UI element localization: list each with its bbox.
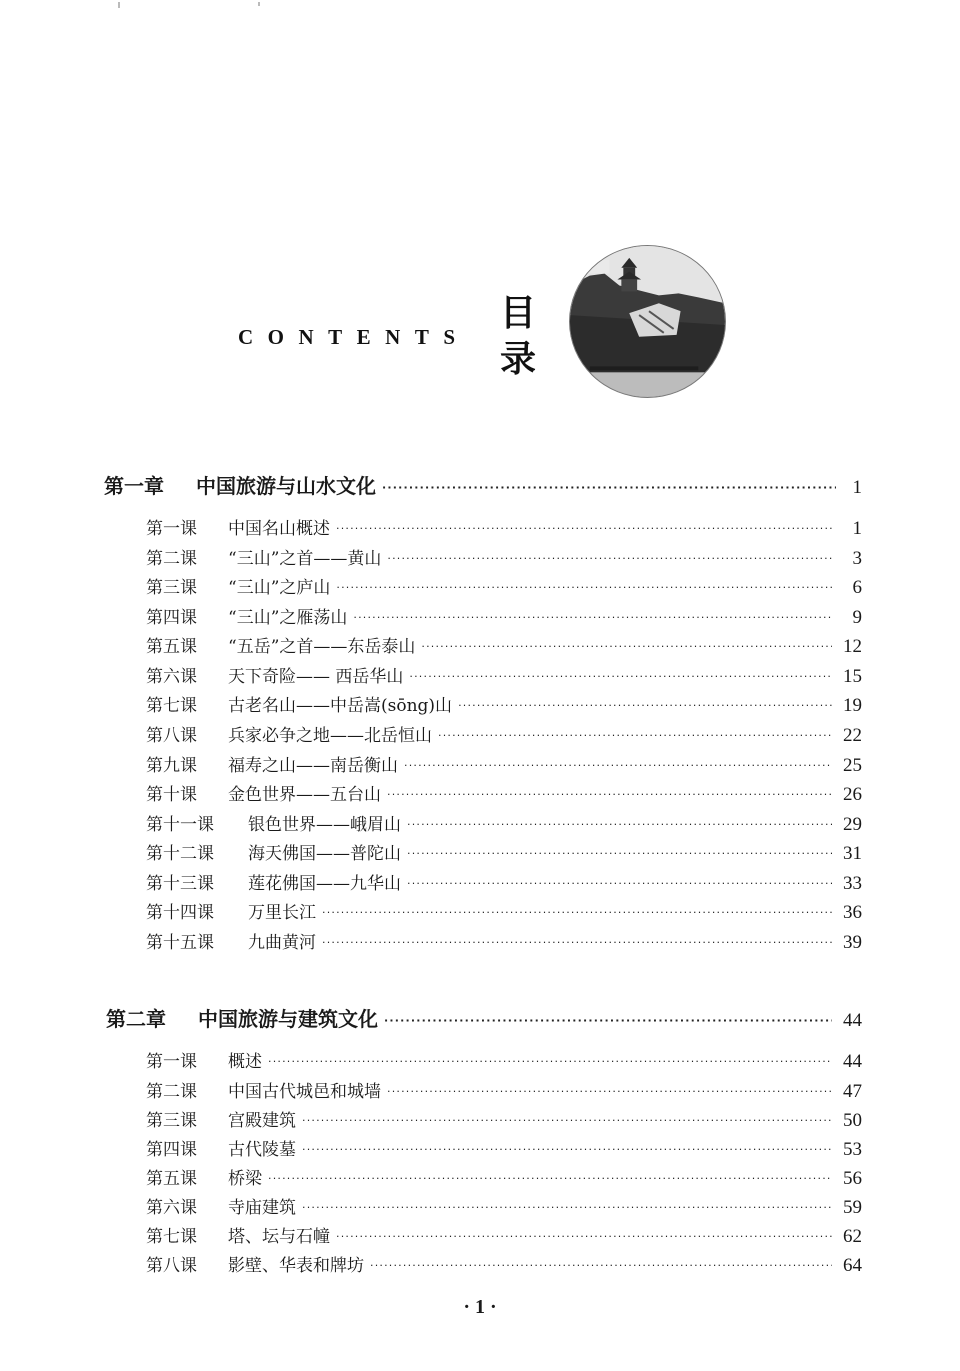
contents-header	[0, 0, 960, 420]
chapter-page: 44	[843, 1010, 862, 1031]
lesson-title: 海天佛国——普陀山	[248, 844, 401, 864]
lesson-title: 九曲黄河	[248, 933, 316, 953]
toc-lesson[interactable]	[146, 928, 862, 954]
lesson-title: 古老名山——中岳嵩(sōng)山	[228, 696, 453, 716]
toc-lesson[interactable]	[146, 1135, 862, 1161]
dot-leader	[302, 1143, 832, 1156]
lesson-page: 62	[843, 1226, 862, 1247]
lesson-title: 寺庙建筑	[228, 1198, 296, 1218]
lesson-page: 56	[843, 1168, 862, 1189]
lesson-page: 47	[843, 1081, 862, 1102]
dot-leader	[458, 699, 832, 712]
dot-leader	[322, 906, 832, 919]
toc-lesson[interactable]	[146, 544, 862, 570]
pagoda-photo	[569, 245, 726, 398]
toc-chapter-2[interactable]	[106, 1003, 862, 1032]
lesson-page: 1	[852, 518, 862, 539]
toc-lesson[interactable]	[146, 810, 862, 836]
toc-lesson[interactable]	[146, 1222, 862, 1248]
toc-lesson[interactable]	[146, 514, 862, 540]
toc-chapter-1[interactable]	[104, 470, 862, 499]
toc-lesson[interactable]	[146, 780, 862, 806]
lesson-page: 64	[843, 1255, 862, 1276]
lesson-page: 19	[843, 695, 862, 716]
lesson-page: 29	[843, 814, 862, 835]
lesson-page: 59	[843, 1197, 862, 1218]
dot-leader	[387, 552, 832, 565]
lesson-page: 36	[843, 902, 862, 923]
lesson-number: 第五课	[146, 1169, 197, 1189]
chapter-title: 中国旅游与山水文化	[196, 474, 376, 498]
lesson-number: 第六课	[146, 667, 197, 687]
dot-leader	[387, 788, 832, 801]
lesson-number: 第四课	[146, 608, 197, 628]
lesson-page: 39	[843, 932, 862, 953]
lesson-title: 中国名山概述	[228, 519, 330, 539]
dot-leader	[268, 1055, 832, 1068]
dot-leader	[407, 877, 832, 890]
toc-lesson[interactable]	[146, 603, 862, 629]
dot-leader	[353, 611, 832, 624]
lesson-number: 第九课	[146, 756, 197, 776]
lesson-number: 第十课	[146, 785, 197, 805]
lesson-page: 31	[843, 843, 862, 864]
lesson-title: 中国古代城邑和城墙	[228, 1082, 381, 1102]
dot-leader	[268, 1172, 832, 1185]
lesson-title: 天下奇险—— 西岳华山	[228, 667, 404, 687]
pagoda-photo-image	[570, 246, 725, 397]
lesson-title: “三山”之庐山	[228, 578, 331, 598]
toc-lesson[interactable]	[146, 898, 862, 924]
lesson-number: 第十四课	[146, 903, 214, 923]
dot-leader	[407, 818, 832, 831]
lesson-title: “三山”之首——黄山	[228, 549, 382, 569]
lesson-number: 第十一课	[146, 815, 214, 835]
dot-leader	[409, 670, 832, 683]
lesson-number: 第三课	[146, 1111, 197, 1131]
toc-lesson[interactable]	[146, 1193, 862, 1219]
lesson-number: 第一课	[146, 519, 197, 539]
lesson-number: 第八课	[146, 726, 197, 746]
lesson-title: 兵家必争之地——北岳恒山	[228, 726, 432, 746]
lesson-page: 22	[843, 725, 862, 746]
dot-leader	[336, 522, 832, 535]
page-number: · 1 ·	[463, 1296, 497, 1318]
lesson-number: 第十五课	[146, 933, 214, 953]
toc-lesson[interactable]	[146, 1251, 862, 1277]
heading-char-mu: 目	[499, 292, 536, 334]
lesson-page: 53	[843, 1139, 862, 1160]
dot-leader	[438, 729, 832, 742]
lesson-number: 第二课	[146, 549, 197, 569]
lesson-number: 第七课	[146, 1227, 197, 1247]
toc-lesson[interactable]	[146, 1077, 862, 1103]
toc-lesson[interactable]	[146, 1106, 862, 1132]
chapter-page: 1	[852, 477, 862, 498]
toc-lesson[interactable]	[146, 751, 862, 777]
dot-leader	[370, 1259, 832, 1272]
dot-leader	[404, 759, 832, 772]
lesson-number: 第六课	[146, 1198, 197, 1218]
dot-leader	[382, 481, 836, 494]
lesson-title: “五岳”之首——东岳泰山	[228, 637, 416, 657]
lesson-number: 第四课	[146, 1140, 197, 1160]
toc-lesson[interactable]	[146, 1047, 862, 1073]
lesson-title: 古代陵墓	[228, 1140, 296, 1160]
lesson-number: 第二课	[146, 1082, 197, 1102]
lesson-title: 桥梁	[228, 1169, 262, 1189]
lesson-number: 第十三课	[146, 874, 214, 894]
chapter-number: 第一章	[104, 474, 164, 498]
dot-leader	[421, 640, 832, 653]
toc-lesson[interactable]	[146, 573, 862, 599]
dot-leader	[384, 1014, 832, 1027]
lesson-title: “三山”之雁荡山	[228, 608, 348, 628]
toc-lesson[interactable]	[146, 869, 862, 895]
dot-leader	[387, 1085, 832, 1098]
dot-leader	[302, 1201, 832, 1214]
lesson-page: 3	[852, 548, 862, 569]
lesson-title: 万里长江	[248, 903, 316, 923]
toc-lesson[interactable]	[146, 662, 862, 688]
lesson-number: 第五课	[146, 637, 197, 657]
lesson-page: 33	[843, 873, 862, 894]
dot-leader	[322, 936, 832, 949]
lesson-title: 概述	[228, 1052, 262, 1072]
lesson-page: 15	[843, 666, 862, 687]
chapter-number: 第二章	[106, 1007, 166, 1031]
toc-lesson[interactable]	[146, 632, 862, 658]
contents-heading-zh	[496, 290, 540, 382]
lesson-page: 6	[852, 577, 862, 598]
lesson-number: 第十二课	[146, 844, 214, 864]
dot-leader	[336, 581, 832, 594]
lesson-page: 50	[843, 1110, 862, 1131]
toc-lesson[interactable]	[146, 839, 862, 865]
lesson-number: 第八课	[146, 1256, 197, 1276]
heading-char-lu: 录	[499, 338, 536, 380]
lesson-number: 第一课	[146, 1052, 197, 1072]
lesson-number: 第三课	[146, 578, 197, 598]
lesson-title: 宫殿建筑	[228, 1111, 296, 1131]
lesson-title: 影壁、华表和牌坊	[228, 1256, 364, 1276]
lesson-title: 银色世界——峨眉山	[248, 815, 401, 835]
toc-lesson[interactable]	[146, 1164, 862, 1190]
dot-leader	[336, 1230, 832, 1243]
lesson-page: 26	[843, 784, 862, 805]
lesson-page: 25	[843, 755, 862, 776]
lesson-page: 9	[852, 607, 862, 628]
lesson-title: 莲花佛国——九华山	[248, 874, 401, 894]
lesson-title: 福寿之山——南岳衡山	[228, 756, 398, 776]
lesson-number: 第七课	[146, 696, 197, 716]
lesson-title: 塔、坛与石幢	[228, 1227, 330, 1247]
dot-leader	[407, 847, 832, 860]
contents-heading-en: CONTENTS	[238, 325, 470, 349]
lesson-title: 金色世界——五台山	[228, 785, 381, 805]
lesson-page: 12	[843, 636, 862, 657]
toc-lesson[interactable]	[146, 721, 862, 747]
toc-lesson[interactable]	[146, 691, 862, 717]
dot-leader	[302, 1114, 832, 1127]
lesson-page: 44	[843, 1051, 862, 1072]
chapter-title: 中国旅游与建筑文化	[198, 1007, 378, 1031]
